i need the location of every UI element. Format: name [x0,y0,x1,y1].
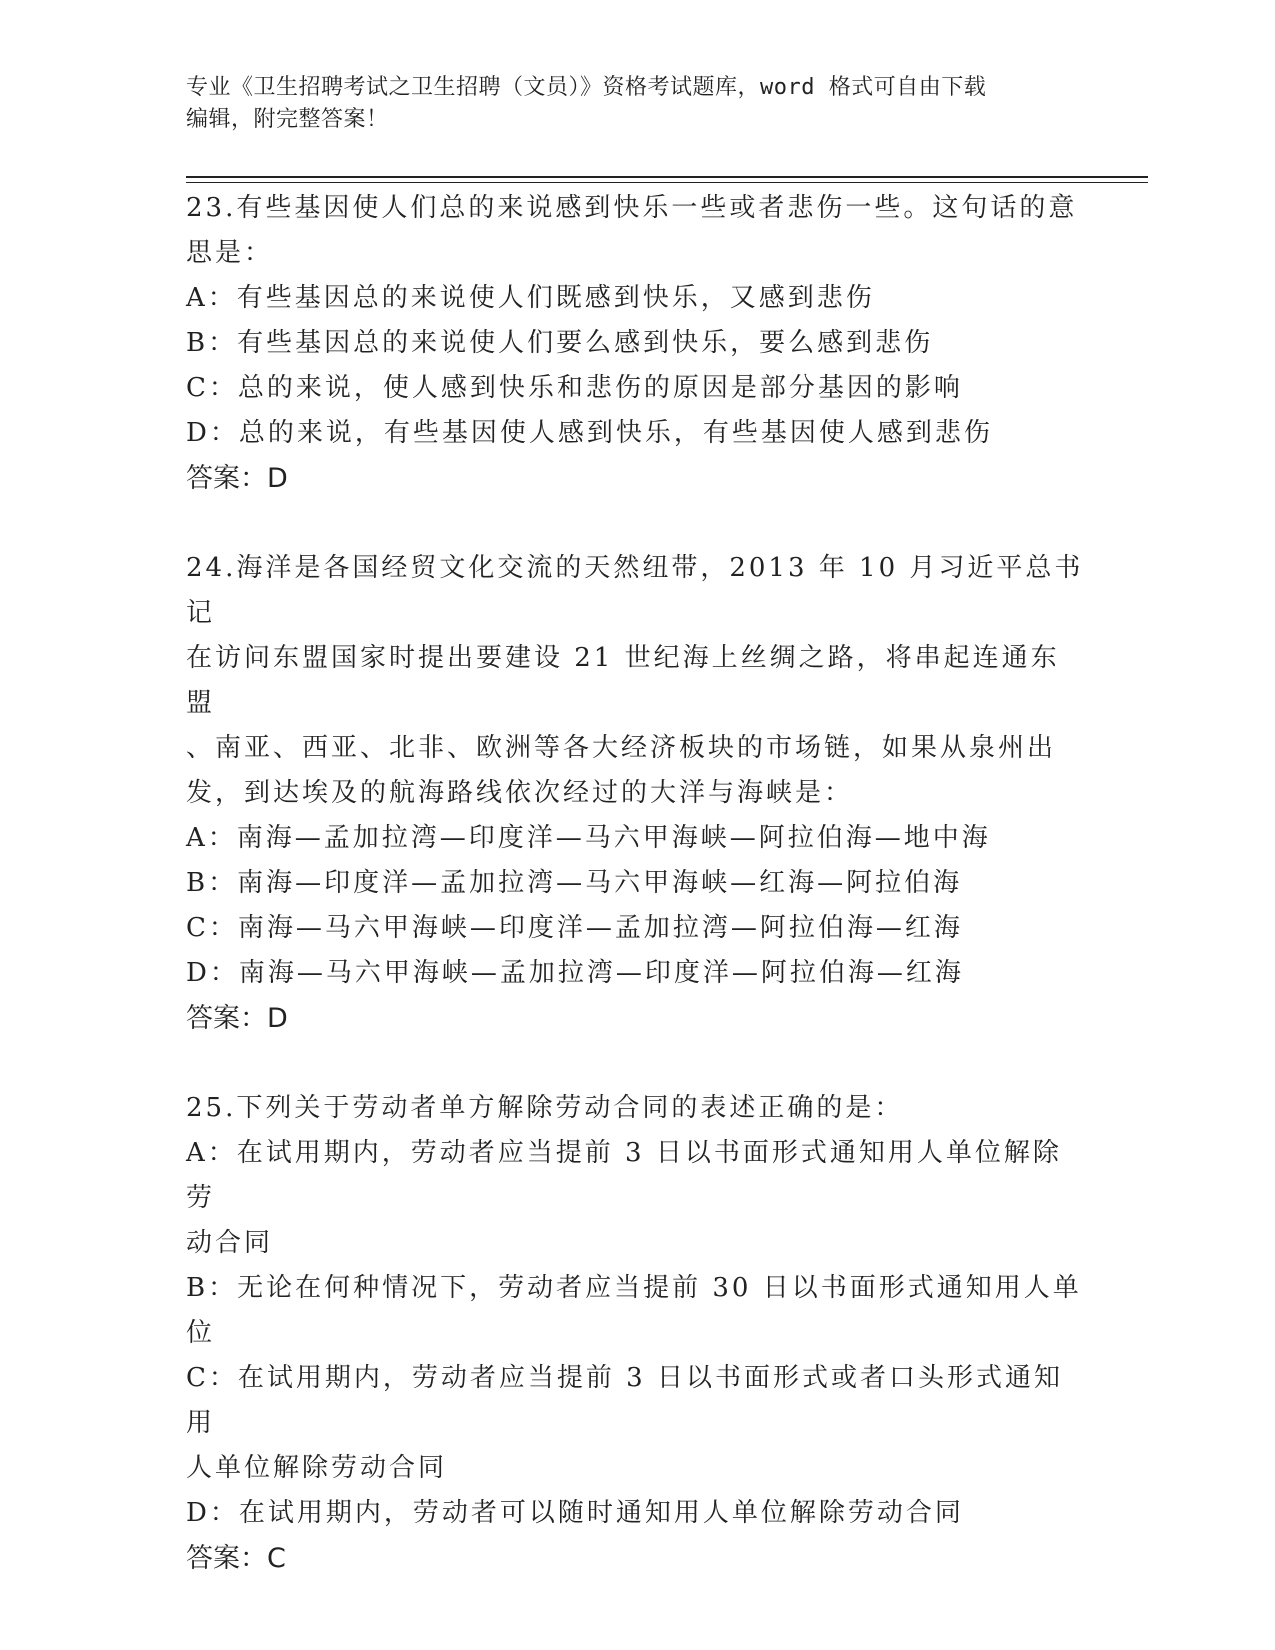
answer-line: 答案：D [186,1003,288,1034]
option-a: A：南海—孟加拉湾—印度洋—马六甲海峡—阿拉伯海—地中海 [186,823,991,853]
document-header [186,72,1066,136]
option-d: D：总的来说，有些基因使人感到快乐，有些基因使人感到悲伤 [186,418,993,448]
header-divider-thick [186,176,1148,178]
question-stem-line: 在访问东盟国家时提出要建设 21 世纪海上丝绸之路，将串起连通东盟 [186,643,1060,718]
question-spacer [186,501,1086,546]
question-stem-line: 思是： [186,238,274,268]
question-stem-line: 、南亚、西亚、北非、欧洲等各大经济板块的市场链，如果从泉州出 [186,733,1057,763]
question-stem-line: 24.海洋是各国经贸文化交流的天然纽带，2013 年 10 月习近平总书记 [186,553,1084,628]
question-stem-line: 发，到达埃及的航海路线依次经过的大洋与海峡是： [186,778,854,808]
question-24 [186,546,1086,1041]
question-spacer [186,1041,1086,1086]
option-d: D：南海—马六甲海峡—孟加拉湾—印度洋—阿拉伯海—红海 [186,958,964,988]
header-line-1: 专业《卫生招聘考试之卫生招聘（文员）》资格考试题库，word 格式可自由下载 [186,75,987,100]
option-b: B：无论在何种情况下，劳动者应当提前 30 日以书面形式通知用人单 [186,1273,1082,1303]
option-a: A：有些基因总的来说使人们既感到快乐，又感到悲伤 [186,283,875,313]
option-c: C：南海—马六甲海峡—印度洋—孟加拉湾—阿拉伯海—红海 [186,913,963,943]
question-list [186,186,1086,1581]
option-b: B：南海—印度洋—孟加拉湾—马六甲海峡—红海—阿拉伯海 [186,868,963,898]
question-stem-line: 25.下列关于劳动者单方解除劳动合同的表述正确的是： [186,1093,904,1123]
question-stem-line: 23.有些基因使人们总的来说感到快乐一些或者悲伤一些。这句话的意 [186,193,1078,223]
option-b-continued: 位 [186,1318,216,1348]
option-b: B：有些基因总的来说使人们要么感到快乐，要么感到悲伤 [186,328,934,358]
option-c: C：总的来说，使人感到快乐和悲伤的原因是部分基因的影响 [186,373,963,403]
header-line-2: 编辑，附完整答案！ [186,107,389,132]
option-c-continued: 人单位解除劳动合同 [186,1453,448,1483]
header-divider-thin [186,182,1148,183]
answer-line: 答案：C [186,1543,286,1574]
question-23 [186,186,1086,501]
answer-line: 答案：D [186,463,288,494]
option-a-continued: 动合同 [186,1228,274,1258]
question-25 [186,1086,1086,1581]
option-d: D：在试用期内，劳动者可以随时通知用人单位解除劳动合同 [186,1498,964,1528]
option-c: C：在试用期内，劳动者应当提前 3 日以书面形式或者口头形式通知用 [186,1363,1063,1438]
option-a: A：在试用期内，劳动者应当提前 3 日以书面形式通知用人单位解除劳 [186,1138,1062,1213]
